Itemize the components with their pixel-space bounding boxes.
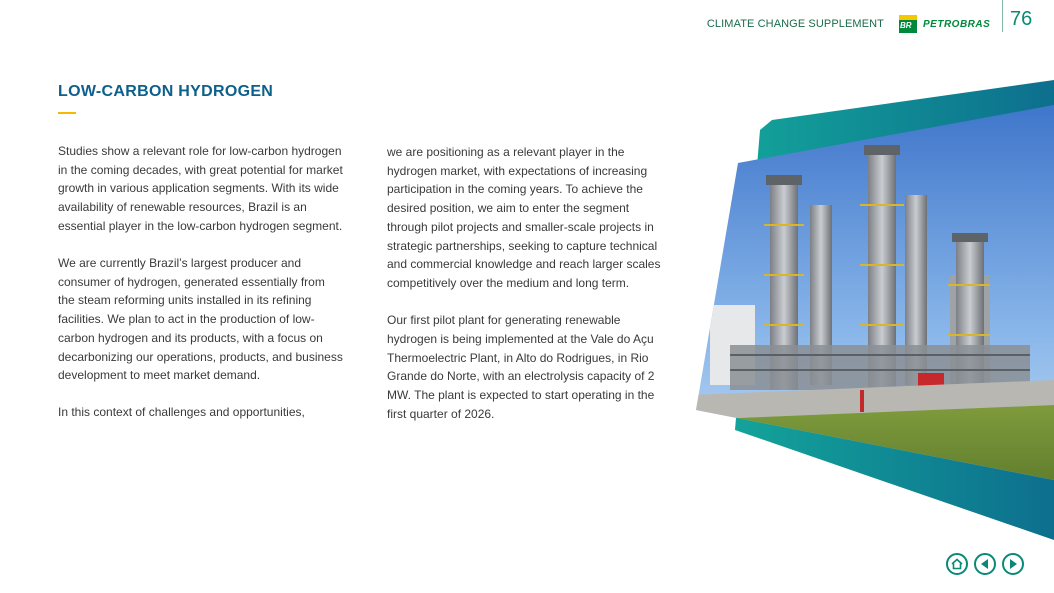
section-title: LOW-CARBON HYDROGEN bbox=[58, 83, 274, 100]
supplement-title: CLIMATE CHANGE SUPPLEMENT bbox=[706, 18, 884, 30]
previous-page-button[interactable] bbox=[974, 553, 996, 575]
text-column-right bbox=[387, 143, 671, 442]
title-accent-line bbox=[58, 112, 76, 114]
page-number: 76 bbox=[1010, 8, 1033, 30]
paragraph: In this context of challenges and opportunities, bbox=[58, 405, 305, 420]
arrow-left-icon bbox=[978, 557, 992, 571]
header-divider bbox=[1002, 0, 1003, 32]
paragraph: we are positioning as a relevant player in the hydrogen market, with expectations of increasing participation in the coming years. To achieve the desired position, we aim to enter the segment through pilot projects and smaller-scale projects in strategic partnerships, seeking to capture technical and commercial knowledge and reach larger scales competitively over the medium and long term. bbox=[387, 145, 661, 290]
navigation-buttons bbox=[946, 553, 1024, 575]
text-column-left bbox=[58, 142, 344, 441]
logo-text: PETROBRAS bbox=[923, 18, 991, 30]
petrobras-logo bbox=[899, 15, 990, 33]
hydrogen-plant-photo bbox=[690, 75, 1054, 545]
home-icon bbox=[950, 557, 964, 571]
paragraph: Studies show a relevant role for low-carbon hydrogen in the coming decades, with great potential for market growth in various application segments. With its wide availability of renewable resources, Brazil is an essential player in the low-carbon hydrogen segment. bbox=[58, 144, 343, 233]
paragraph: Our first pilot plant for generating renewable hydrogen is being implemented at the Vale do Açu Thermoelectric Plant, in Alto do Rodrigues, in Rio Grande do Norte, with an electrolysis capacity of 2 MW. The plant is expected to start operating in the first quarter of 2026. bbox=[387, 313, 655, 421]
logo-badge: BR bbox=[900, 21, 912, 30]
home-button[interactable] bbox=[946, 553, 968, 575]
next-page-button[interactable] bbox=[1002, 553, 1024, 575]
paragraph: We are currently Brazil’s largest producer and consumer of hydrogen, generated essentially from the steam reforming units installed in its refining facilities. We plan to act in the production of low-carbon hydrogen and its products, with a focus on decarbonizing our operations, products, and business development to meet market demand. bbox=[58, 256, 343, 383]
arrow-right-icon bbox=[1006, 557, 1020, 571]
petrobras-logo-icon bbox=[899, 15, 917, 33]
